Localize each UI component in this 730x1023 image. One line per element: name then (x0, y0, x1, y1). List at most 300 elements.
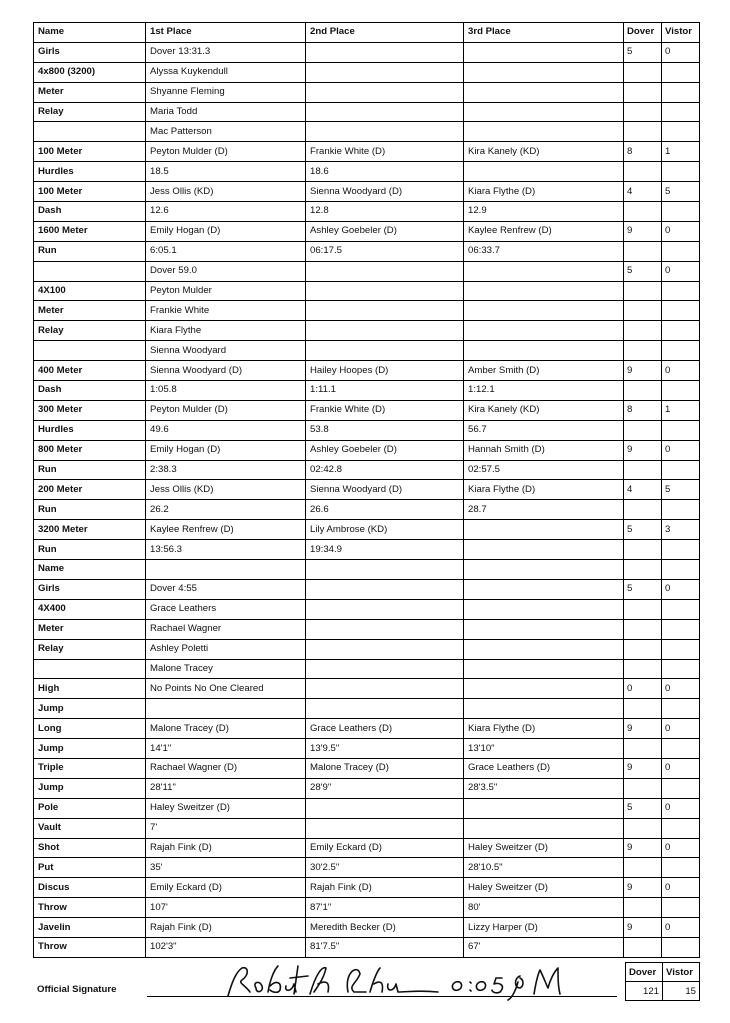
table-row (34, 182, 700, 202)
visitor-points-cell (662, 321, 700, 341)
dover-points-cell (624, 699, 662, 719)
totals-value-row (626, 982, 700, 1001)
event-cell: Throw (34, 898, 146, 918)
visitor-points-cell (662, 560, 700, 580)
dover-points-cell (624, 122, 662, 142)
event-cell: Run (34, 540, 146, 560)
event-cell: 4X400 (34, 599, 146, 619)
header-name: Name (34, 23, 146, 43)
table-row (34, 699, 700, 719)
first-place-cell: Rachael Wagner (D) (146, 758, 306, 778)
third-place-cell: Haley Sweitzer (D) (464, 838, 624, 858)
dover-points-cell (624, 381, 662, 401)
visitor-points-cell (662, 659, 700, 679)
third-place-cell: Grace Leathers (D) (464, 758, 624, 778)
table-row (34, 400, 700, 420)
signature-label: Official Signature (37, 984, 117, 995)
third-place-cell: 28'10.5" (464, 858, 624, 878)
table-row (34, 341, 700, 361)
visitor-points-cell: 5 (662, 480, 700, 500)
second-place-cell (306, 102, 464, 122)
second-place-cell: 06:17.5 (306, 241, 464, 261)
dover-points-cell (624, 739, 662, 759)
first-place-cell: 7' (146, 818, 306, 838)
visitor-points-cell (662, 241, 700, 261)
visitor-points-cell: 0 (662, 719, 700, 739)
third-place-cell: 80' (464, 898, 624, 918)
results-sheet (33, 22, 699, 958)
third-place-cell (464, 560, 624, 580)
second-place-cell: 02:42.8 (306, 460, 464, 480)
third-place-cell (464, 281, 624, 301)
dover-points-cell (624, 162, 662, 182)
totals-dover-label: Dover (626, 963, 663, 982)
second-place-cell: 87'1" (306, 898, 464, 918)
dover-points-cell (624, 321, 662, 341)
table-row (34, 898, 700, 918)
visitor-points-cell (662, 381, 700, 401)
dover-points-cell (624, 301, 662, 321)
third-place-cell: 67' (464, 937, 624, 957)
first-place-cell: 14'1" (146, 739, 306, 759)
first-place-cell: Emily Hogan (D) (146, 221, 306, 241)
visitor-points-cell: 0 (662, 361, 700, 381)
visitor-points-cell: 0 (662, 838, 700, 858)
first-place-cell: Rajah Fink (D) (146, 918, 306, 938)
table-row (34, 62, 700, 82)
dover-points-cell: 5 (624, 42, 662, 62)
event-cell: 3200 Meter (34, 520, 146, 540)
table-row (34, 261, 700, 281)
second-place-cell (306, 818, 464, 838)
visitor-points-cell (662, 619, 700, 639)
second-place-cell: 19:34.9 (306, 540, 464, 560)
visitor-points-cell (662, 599, 700, 619)
first-place-cell: Ashley Poletti (146, 639, 306, 659)
second-place-cell: Frankie White (D) (306, 142, 464, 162)
second-place-cell: 1:11.1 (306, 381, 464, 401)
header-visitor: Vistor (662, 23, 700, 43)
event-cell: High (34, 679, 146, 699)
visitor-points-cell: 0 (662, 798, 700, 818)
dover-points-cell (624, 62, 662, 82)
dover-points-cell: 0 (624, 679, 662, 699)
event-cell: Jump (34, 699, 146, 719)
table-row (34, 878, 700, 898)
dover-points-cell (624, 818, 662, 838)
table-row (34, 281, 700, 301)
event-cell: 1600 Meter (34, 221, 146, 241)
table-row (34, 918, 700, 938)
table-row (34, 202, 700, 222)
first-place-cell: Kaylee Renfrew (D) (146, 520, 306, 540)
event-cell: Shot (34, 838, 146, 858)
event-cell: 100 Meter (34, 182, 146, 202)
visitor-points-cell (662, 858, 700, 878)
dover-points-cell (624, 560, 662, 580)
dover-points-cell (624, 102, 662, 122)
first-place-cell: Rachael Wagner (146, 619, 306, 639)
table-row (34, 221, 700, 241)
event-cell: Vault (34, 818, 146, 838)
third-place-cell: 12.9 (464, 202, 624, 222)
visitor-points-cell: 0 (662, 758, 700, 778)
first-place-cell: Frankie White (146, 301, 306, 321)
second-place-cell (306, 321, 464, 341)
visitor-points-cell (662, 202, 700, 222)
event-cell: Pole (34, 798, 146, 818)
visitor-points-cell: 3 (662, 520, 700, 540)
table-row (34, 818, 700, 838)
event-cell: Girls (34, 42, 146, 62)
table-row (34, 838, 700, 858)
second-place-cell (306, 639, 464, 659)
second-place-cell: Grace Leathers (D) (306, 719, 464, 739)
first-place-cell: Rajah Fink (D) (146, 838, 306, 858)
first-place-cell: Alyssa Kuykendull (146, 62, 306, 82)
visitor-points-cell (662, 818, 700, 838)
table-row (34, 579, 700, 599)
table-row (34, 162, 700, 182)
second-place-cell (306, 82, 464, 102)
first-place-cell: Kiara Flythe (146, 321, 306, 341)
visitor-points-cell: 0 (662, 878, 700, 898)
table-row (34, 321, 700, 341)
table-row (34, 858, 700, 878)
dover-points-cell: 9 (624, 440, 662, 460)
dover-points-cell: 4 (624, 480, 662, 500)
visitor-points-cell (662, 82, 700, 102)
event-cell: Meter (34, 82, 146, 102)
dover-points-cell (624, 341, 662, 361)
visitor-points-cell: 0 (662, 918, 700, 938)
third-place-cell (464, 102, 624, 122)
third-place-cell: Kira Kanely (KD) (464, 400, 624, 420)
third-place-cell: Kiara Flythe (D) (464, 719, 624, 739)
event-cell: 100 Meter (34, 142, 146, 162)
event-cell: Relay (34, 102, 146, 122)
dover-points-cell (624, 937, 662, 957)
dover-points-cell (624, 659, 662, 679)
second-place-cell: Sienna Woodyard (D) (306, 182, 464, 202)
table-row (34, 102, 700, 122)
table-row (34, 460, 700, 480)
table-row (34, 639, 700, 659)
first-place-cell: Malone Tracey (D) (146, 719, 306, 739)
third-place-cell: 1:12.1 (464, 381, 624, 401)
event-cell: Meter (34, 301, 146, 321)
table-row (34, 440, 700, 460)
event-cell: 400 Meter (34, 361, 146, 381)
dover-points-cell (624, 599, 662, 619)
third-place-cell: Kiara Flythe (D) (464, 480, 624, 500)
totals-visitor-label: Vistor (663, 963, 700, 982)
second-place-cell (306, 281, 464, 301)
dover-points-cell (624, 898, 662, 918)
first-place-cell: Haley Sweitzer (D) (146, 798, 306, 818)
third-place-cell (464, 679, 624, 699)
table-row (34, 619, 700, 639)
visitor-points-cell (662, 162, 700, 182)
event-cell: Javelin (34, 918, 146, 938)
second-place-cell: 26.6 (306, 500, 464, 520)
second-place-cell (306, 560, 464, 580)
second-place-cell: Frankie White (D) (306, 400, 464, 420)
table-row (34, 560, 700, 580)
table-row (34, 142, 700, 162)
visitor-points-cell: 0 (662, 679, 700, 699)
third-place-cell: Kiara Flythe (D) (464, 182, 624, 202)
first-place-cell: 35' (146, 858, 306, 878)
first-place-cell: Dover 59.0 (146, 261, 306, 281)
dover-points-cell: 9 (624, 758, 662, 778)
header-row (34, 23, 700, 43)
header-second-place: 2nd Place (306, 23, 464, 43)
event-cell: Long (34, 719, 146, 739)
third-place-cell (464, 162, 624, 182)
first-place-cell: 18.5 (146, 162, 306, 182)
first-place-cell: 49.6 (146, 420, 306, 440)
dover-points-cell (624, 778, 662, 798)
third-place-cell (464, 321, 624, 341)
first-place-cell: 13:56.3 (146, 540, 306, 560)
table-row (34, 420, 700, 440)
event-cell: Jump (34, 778, 146, 798)
first-place-cell: 2:38.3 (146, 460, 306, 480)
totals-header-row (626, 963, 700, 982)
dover-points-cell: 5 (624, 798, 662, 818)
third-place-cell: 06:33.7 (464, 241, 624, 261)
second-place-cell (306, 261, 464, 281)
handwritten-signature (198, 962, 598, 1002)
visitor-points-cell (662, 937, 700, 957)
table-row (34, 739, 700, 759)
second-place-cell: Emily Eckard (D) (306, 838, 464, 858)
second-place-cell (306, 341, 464, 361)
first-place-cell: 107' (146, 898, 306, 918)
second-place-cell: Malone Tracey (D) (306, 758, 464, 778)
second-place-cell (306, 122, 464, 142)
second-place-cell: 30'2.5" (306, 858, 464, 878)
table-row (34, 122, 700, 142)
third-place-cell (464, 599, 624, 619)
visitor-points-cell (662, 281, 700, 301)
event-cell: Put (34, 858, 146, 878)
totals-table (625, 962, 700, 1001)
event-cell: 800 Meter (34, 440, 146, 460)
event-cell: Dash (34, 381, 146, 401)
event-cell: Run (34, 460, 146, 480)
table-row (34, 241, 700, 261)
visitor-points-cell: 0 (662, 221, 700, 241)
header-dover: Dover (624, 23, 662, 43)
dover-points-cell (624, 82, 662, 102)
third-place-cell (464, 818, 624, 838)
table-row (34, 480, 700, 500)
first-place-cell: Malone Tracey (146, 659, 306, 679)
table-row (34, 301, 700, 321)
event-cell: Run (34, 500, 146, 520)
second-place-cell (306, 301, 464, 321)
first-place-cell: Jess Ollis (KD) (146, 480, 306, 500)
third-place-cell: Hannah Smith (D) (464, 440, 624, 460)
table-row (34, 42, 700, 62)
first-place-cell (146, 560, 306, 580)
second-place-cell (306, 42, 464, 62)
second-place-cell: 28'9" (306, 778, 464, 798)
header-first-place: 1st Place (146, 23, 306, 43)
event-cell (34, 659, 146, 679)
third-place-cell (464, 261, 624, 281)
event-cell: 300 Meter (34, 400, 146, 420)
dover-points-cell: 8 (624, 400, 662, 420)
visitor-points-cell (662, 420, 700, 440)
event-cell: Relay (34, 321, 146, 341)
third-place-cell: Amber Smith (D) (464, 361, 624, 381)
table-row (34, 540, 700, 560)
dover-points-cell (624, 639, 662, 659)
second-place-cell: Ashley Goebeler (D) (306, 440, 464, 460)
first-place-cell: Sienna Woodyard (D) (146, 361, 306, 381)
second-place-cell (306, 599, 464, 619)
second-place-cell: Hailey Hoopes (D) (306, 361, 464, 381)
first-place-cell: Peyton Mulder (146, 281, 306, 301)
third-place-cell: 56.7 (464, 420, 624, 440)
first-place-cell: Peyton Mulder (D) (146, 400, 306, 420)
first-place-cell: No Points No One Cleared (146, 679, 306, 699)
first-place-cell: Sienna Woodyard (146, 341, 306, 361)
dover-points-cell (624, 281, 662, 301)
first-place-cell: 28'11" (146, 778, 306, 798)
third-place-cell (464, 520, 624, 540)
third-place-cell (464, 341, 624, 361)
first-place-cell: 12.6 (146, 202, 306, 222)
event-cell: 200 Meter (34, 480, 146, 500)
table-row (34, 937, 700, 957)
table-row (34, 361, 700, 381)
event-cell: Triple (34, 758, 146, 778)
first-place-cell: 102'3" (146, 937, 306, 957)
event-cell (34, 341, 146, 361)
table-row (34, 798, 700, 818)
event-cell: 4x800 (3200) (34, 62, 146, 82)
second-place-cell (306, 659, 464, 679)
event-cell: Run (34, 241, 146, 261)
visitor-points-cell: 0 (662, 579, 700, 599)
table-row (34, 778, 700, 798)
third-place-cell: 13'10" (464, 739, 624, 759)
visitor-points-cell (662, 540, 700, 560)
table-row (34, 719, 700, 739)
first-place-cell: 6:05.1 (146, 241, 306, 261)
totals-visitor-value: 15 (663, 982, 700, 1001)
second-place-cell: 18.6 (306, 162, 464, 182)
dover-points-cell (624, 619, 662, 639)
header-third-place: 3rd Place (464, 23, 624, 43)
first-place-cell: 26.2 (146, 500, 306, 520)
dover-points-cell (624, 420, 662, 440)
dover-points-cell: 5 (624, 261, 662, 281)
dover-points-cell: 8 (624, 142, 662, 162)
table-row (34, 758, 700, 778)
visitor-points-cell: 5 (662, 182, 700, 202)
visitor-points-cell: 1 (662, 142, 700, 162)
first-place-cell: 1:05.8 (146, 381, 306, 401)
visitor-points-cell (662, 699, 700, 719)
third-place-cell: 02:57.5 (464, 460, 624, 480)
event-cell (34, 261, 146, 281)
visitor-points-cell (662, 62, 700, 82)
third-place-cell: 28.7 (464, 500, 624, 520)
visitor-points-cell: 0 (662, 261, 700, 281)
dover-points-cell: 4 (624, 182, 662, 202)
third-place-cell (464, 82, 624, 102)
third-place-cell (464, 659, 624, 679)
visitor-points-cell (662, 460, 700, 480)
dover-points-cell: 9 (624, 878, 662, 898)
table-row (34, 659, 700, 679)
table-row (34, 520, 700, 540)
second-place-cell: Lily Ambrose (KD) (306, 520, 464, 540)
visitor-points-cell: 1 (662, 400, 700, 420)
visitor-points-cell (662, 102, 700, 122)
dover-points-cell: 9 (624, 221, 662, 241)
second-place-cell (306, 579, 464, 599)
first-place-cell: Dover 4:55 (146, 579, 306, 599)
third-place-cell (464, 798, 624, 818)
event-cell: Discus (34, 878, 146, 898)
second-place-cell: 13'9.5" (306, 739, 464, 759)
third-place-cell (464, 62, 624, 82)
third-place-cell: Kira Kanely (KD) (464, 142, 624, 162)
second-place-cell: 12.8 (306, 202, 464, 222)
third-place-cell: 28'3.5" (464, 778, 624, 798)
dover-points-cell (624, 858, 662, 878)
visitor-points-cell (662, 898, 700, 918)
event-cell: Throw (34, 937, 146, 957)
third-place-cell (464, 122, 624, 142)
second-place-cell (306, 679, 464, 699)
dover-points-cell (624, 241, 662, 261)
totals-dover-value: 121 (626, 982, 663, 1001)
second-place-cell: 53.8 (306, 420, 464, 440)
first-place-cell: Grace Leathers (146, 599, 306, 619)
dover-points-cell: 9 (624, 918, 662, 938)
second-place-cell (306, 62, 464, 82)
event-cell: Hurdles (34, 420, 146, 440)
third-place-cell: Kaylee Renfrew (D) (464, 221, 624, 241)
table-row (34, 500, 700, 520)
first-place-cell: Mac Patterson (146, 122, 306, 142)
event-cell (34, 122, 146, 142)
event-cell: Name (34, 560, 146, 580)
event-cell: Hurdles (34, 162, 146, 182)
third-place-cell (464, 301, 624, 321)
dover-points-cell: 9 (624, 719, 662, 739)
visitor-points-cell (662, 301, 700, 321)
event-cell: Dash (34, 202, 146, 222)
third-place-cell: Lizzy Harper (D) (464, 918, 624, 938)
third-place-cell (464, 579, 624, 599)
second-place-cell: Rajah Fink (D) (306, 878, 464, 898)
visitor-points-cell: 0 (662, 440, 700, 460)
first-place-cell: Peyton Mulder (D) (146, 142, 306, 162)
first-place-cell: Emily Hogan (D) (146, 440, 306, 460)
first-place-cell: Shyanne Fleming (146, 82, 306, 102)
third-place-cell (464, 619, 624, 639)
second-place-cell: 81'7.5" (306, 937, 464, 957)
footer (33, 962, 699, 1002)
